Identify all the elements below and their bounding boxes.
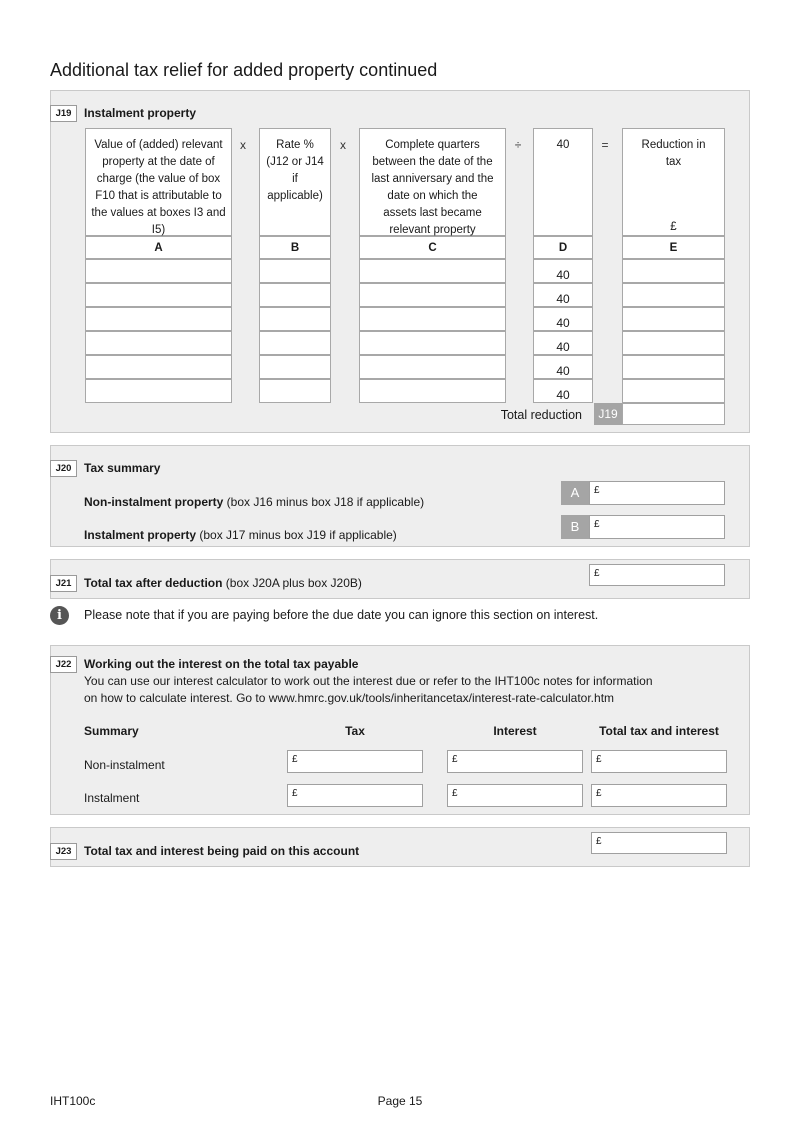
j19-col-d-header: 40 (533, 128, 593, 236)
j19-row6-col-c-input[interactable] (359, 379, 506, 403)
j22-col-summary: Summary (84, 724, 139, 738)
j19-row3-col-a-input[interactable] (85, 307, 232, 331)
j21-total-tax-input[interactable]: £ (589, 564, 725, 586)
j19-row5-col-c-input[interactable] (359, 355, 506, 379)
j19-col-c-header: Complete quarters between the date of the last anniversary and the date on which the assets last became relevant property (359, 128, 506, 236)
j22-instalment-interest-input[interactable]: £ (447, 784, 583, 807)
j22-description-line1: You can use our interest calculator to work out the interest due or refer to the IHT100c notes for information (84, 674, 653, 688)
j19-row6-col-e-input[interactable] (622, 379, 725, 403)
j19-equals-operator: = (601, 138, 609, 152)
j19-row1-col-c-input[interactable] (359, 259, 506, 283)
j19-row5-col-d-value: 40 (533, 355, 593, 379)
j22-col-interest: Interest (493, 724, 537, 738)
j19-row1-col-d-value: 40 (533, 259, 593, 283)
j19-row5-col-b-input[interactable] (259, 355, 331, 379)
j19-total-reduction-input[interactable] (622, 403, 725, 425)
j23-box-code: J23 (50, 843, 77, 860)
j20-row-b-label-bold: Instalment property (84, 528, 197, 542)
j20b-amount-input[interactable]: £ (589, 515, 725, 539)
j21-box-code: J21 (50, 575, 77, 592)
j20-row-b-label-rest: (box J17 minus box J19 if applicable) (196, 528, 397, 542)
j19-row1-col-a-input[interactable] (85, 259, 232, 283)
j19-col-b-header: Rate % (J12 or J14 if applicable) (259, 128, 331, 236)
j22-heading: Working out the interest on the total tax payable (84, 657, 359, 671)
j21-label-rest: (box J20A plus box J20B) (222, 576, 362, 590)
j19-col-a-header: Value of (added) relevant property at the date of charge (the value of box F10 that is attributable to the values at boxes I3 and I5) (85, 128, 232, 236)
j19-col-e-letter: E (622, 236, 725, 259)
j19-row1-col-b-input[interactable] (259, 259, 331, 283)
j21-label (84, 576, 362, 590)
j23-label: Total tax and interest being paid on this account (84, 844, 360, 858)
page-title: Additional tax relief for added property continued (50, 60, 438, 80)
j20-heading: Tax summary (84, 461, 161, 475)
j19-heading: Instalment property (84, 106, 197, 120)
j19-row2-col-b-input[interactable] (259, 283, 331, 307)
j19-col-e-label: Reduction in tax (641, 139, 706, 168)
j23-total-tax-interest-input[interactable]: £ (591, 832, 727, 854)
j19-row2-col-a-input[interactable] (85, 283, 232, 307)
j22-box-code: J22 (50, 656, 77, 673)
j19-col-c-letter: C (359, 236, 506, 259)
j19-row4-col-e-input[interactable] (622, 331, 725, 355)
j19-box-code: J19 (50, 105, 77, 122)
j20-a-tag: A (561, 481, 589, 505)
j19-col-a-letter: A (85, 236, 232, 259)
form-reference: IHT100c (50, 1094, 96, 1108)
j19-total-reduction-label: Total reduction (500, 408, 582, 422)
j19-row5-col-a-input[interactable] (85, 355, 232, 379)
j20-row-a-label-bold: Non-instalment property (84, 495, 224, 509)
j22-col-tax: Tax (345, 724, 365, 738)
j19-row2-col-c-input[interactable] (359, 283, 506, 307)
j19-total-tag: J19 (594, 403, 622, 425)
j20-b-tag: B (561, 515, 589, 539)
j19-row5-col-e-input[interactable] (622, 355, 725, 379)
j19-row3-col-c-input[interactable] (359, 307, 506, 331)
j19-row6-col-d-value: 40 (533, 379, 593, 403)
j19-row4-col-d-value: 40 (533, 331, 593, 355)
j22-description-line2: on how to calculate interest. Go to www.hmrc.gov.uk/tools/inheritancetax/interest-rate-calculator.htm (84, 691, 615, 705)
j19-row2-col-e-input[interactable] (622, 283, 725, 307)
j19-row3-col-d-value: 40 (533, 307, 593, 331)
j19-col-b-letter: B (259, 236, 331, 259)
j19-col-e-currency: £ (670, 221, 677, 233)
j20-box-code: J20 (50, 460, 77, 477)
j20-row-a-label-rest: (box J16 minus box J18 if applicable) (223, 495, 425, 509)
j22-non-instalment-total-input[interactable]: £ (591, 750, 727, 773)
j22-row-instalment-label: Instalment (84, 791, 140, 805)
j19-row1-col-e-input[interactable] (622, 259, 725, 283)
j19-row4-col-a-input[interactable] (85, 331, 232, 355)
j21-label-bold: Total tax after deduction (84, 576, 223, 590)
info-icon: i (50, 606, 69, 625)
j22-non-instalment-interest-input[interactable]: £ (447, 750, 583, 773)
j19-row6-col-b-input[interactable] (259, 379, 331, 403)
j19-row6-col-a-input[interactable] (85, 379, 232, 403)
j19-row3-col-e-input[interactable] (622, 307, 725, 331)
j20-row-b-label (84, 528, 397, 542)
j19-col-e-header (622, 128, 725, 236)
page-number: Page 15 (377, 1094, 423, 1108)
j19-times-operator-1: x (240, 138, 246, 152)
j22-instalment-total-input[interactable]: £ (591, 784, 727, 807)
j19-row4-col-b-input[interactable] (259, 331, 331, 355)
j19-row2-col-d-value: 40 (533, 283, 593, 307)
j22-instalment-tax-input[interactable]: £ (287, 784, 423, 807)
j19-row4-col-c-input[interactable] (359, 331, 506, 355)
interest-info-note: Please note that if you are paying before the due date you can ignore this section on interest. (84, 608, 599, 622)
j19-col-d-letter: D (533, 236, 593, 259)
j22-col-total: Total tax and interest (599, 724, 719, 738)
j22-row-non-instalment-label: Non-instalment (84, 758, 165, 772)
j20-row-a-label (84, 495, 424, 509)
j19-divide-operator: ÷ (514, 138, 522, 152)
j19-times-operator-2: x (340, 138, 346, 152)
j19-row3-col-b-input[interactable] (259, 307, 331, 331)
j20a-amount-input[interactable]: £ (589, 481, 725, 505)
j22-non-instalment-tax-input[interactable]: £ (287, 750, 423, 773)
